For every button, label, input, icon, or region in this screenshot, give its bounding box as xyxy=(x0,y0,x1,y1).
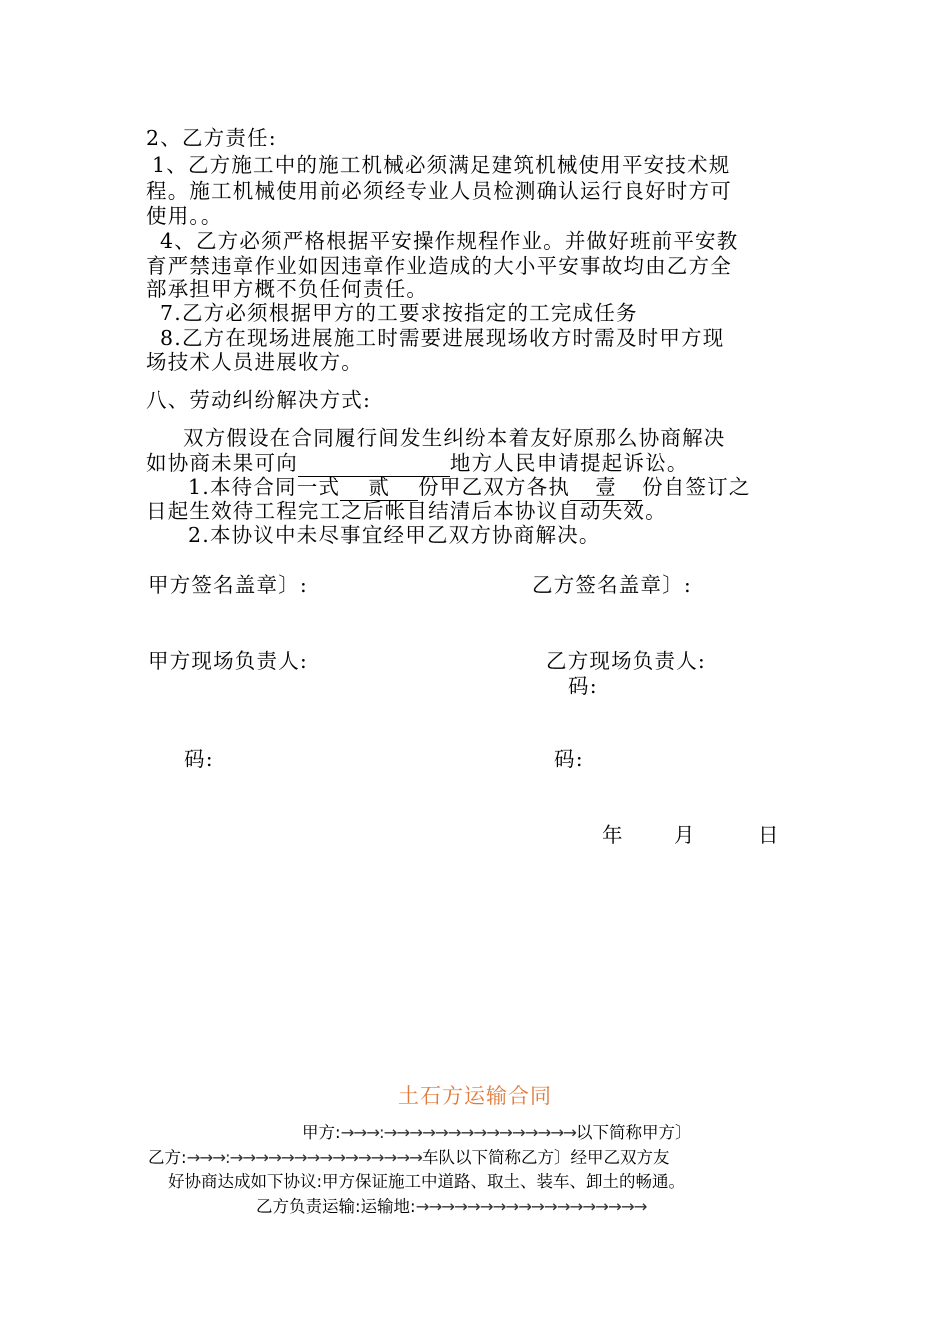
copies-line xyxy=(188,474,751,501)
copies-text: 份自签订之 xyxy=(642,475,751,499)
party-a-abbr: 以下简称甲方〕 xyxy=(576,1123,692,1142)
party-a-signature-label: 甲方签名盖章〕: xyxy=(148,573,309,597)
party-b-signature-label: 乙方签名盖章〕: xyxy=(532,573,693,597)
clause-line: 部承担甲方概不负任何责任。 xyxy=(146,277,429,301)
date-month-label: 月 xyxy=(674,823,696,847)
party-b-abbr: 车队以下简称乙方〕经甲乙双方友 xyxy=(422,1148,670,1167)
clause-line: 8.乙方在现场进展施工时需要进展现场收方时需及时甲方现 xyxy=(160,326,725,350)
section-heading-dispute: 八、劳动纠纷解决方式: xyxy=(146,388,372,412)
dispute-text: 如协商未果可向 xyxy=(146,451,298,475)
dispute-text: 地方人民申请提起诉讼。 xyxy=(449,451,689,475)
validity-line: 日起生效待工程完工之后帐目结清后本协议自动失效。 xyxy=(146,499,667,523)
date-day-label: 日 xyxy=(758,823,780,847)
agreement-line: 好协商达成如下协议:甲方保证施工中道路、取土、装车、卸土的畅通。 xyxy=(168,1172,686,1191)
clause-line: 场技术人员进展收方。 xyxy=(146,350,363,374)
party-b-code-label: 码: xyxy=(568,674,598,698)
copies-count: 贰 xyxy=(340,474,418,501)
blank-arrows: →→→→→→→→→→→→→→→ xyxy=(229,1148,422,1167)
dispute-line xyxy=(146,450,689,477)
document-title: 土石方运输合同 xyxy=(398,1084,552,1108)
copies-text: 1.本待合同一式 xyxy=(188,475,341,499)
blank-arrows: →→→→→→→→→→→→→→→ xyxy=(383,1123,576,1142)
party-a-code-label: 码: xyxy=(184,747,214,771)
date-year-label: 年 xyxy=(602,823,624,847)
copies-text: 份甲乙双方各执 xyxy=(418,475,571,499)
clause-line: 程。施工机械使用前必须经专业人员检测确认运行良好时方可 xyxy=(146,179,732,203)
court-blank xyxy=(298,450,450,477)
party-b-site-manager-label: 乙方现场负责人: xyxy=(546,649,707,673)
clause-line: 4、乙方必须严格根据平安操作规程作业。并做好班前平安教 xyxy=(160,229,739,253)
copies-each: 壹 xyxy=(570,474,642,501)
party-a-line xyxy=(302,1122,692,1144)
clause-line: 育严禁违章作业如因违章作业造成的大小平安事故均由乙方全 xyxy=(146,254,732,278)
clause-line: 7.乙方必须根据甲方的工要求按指定的工完成任务 xyxy=(160,301,638,325)
clause-line: 使用。。 xyxy=(146,204,223,228)
blank-arrows: →→→: xyxy=(340,1123,384,1142)
party-a-site-manager-label: 甲方现场负责人: xyxy=(148,649,309,673)
dispute-line: 双方假设在合同履行间发生纠纷本着友好原那么协商解决 xyxy=(183,426,726,450)
party-b-label: 乙方: xyxy=(148,1148,187,1167)
transport-line xyxy=(256,1196,646,1218)
party-b-line xyxy=(148,1147,670,1169)
clause-line: 1、乙方施工中的施工机械必须满足建筑机械使用平安技术规 xyxy=(152,153,731,177)
blank-arrows: →→→→→→→→→→→→→→→→→→ xyxy=(415,1197,647,1216)
misc-line: 2.本协议中未尽事宜经甲乙双方协商解决。 xyxy=(188,523,601,547)
section-heading-b-duty: 2、乙方责任: xyxy=(146,126,277,150)
blank-arrows: →→→: xyxy=(186,1148,230,1167)
party-a-label: 甲方: xyxy=(302,1123,341,1142)
transport-label: 乙方负责运输:运输地: xyxy=(256,1197,416,1216)
party-b-code-label-2: 码: xyxy=(554,747,584,771)
